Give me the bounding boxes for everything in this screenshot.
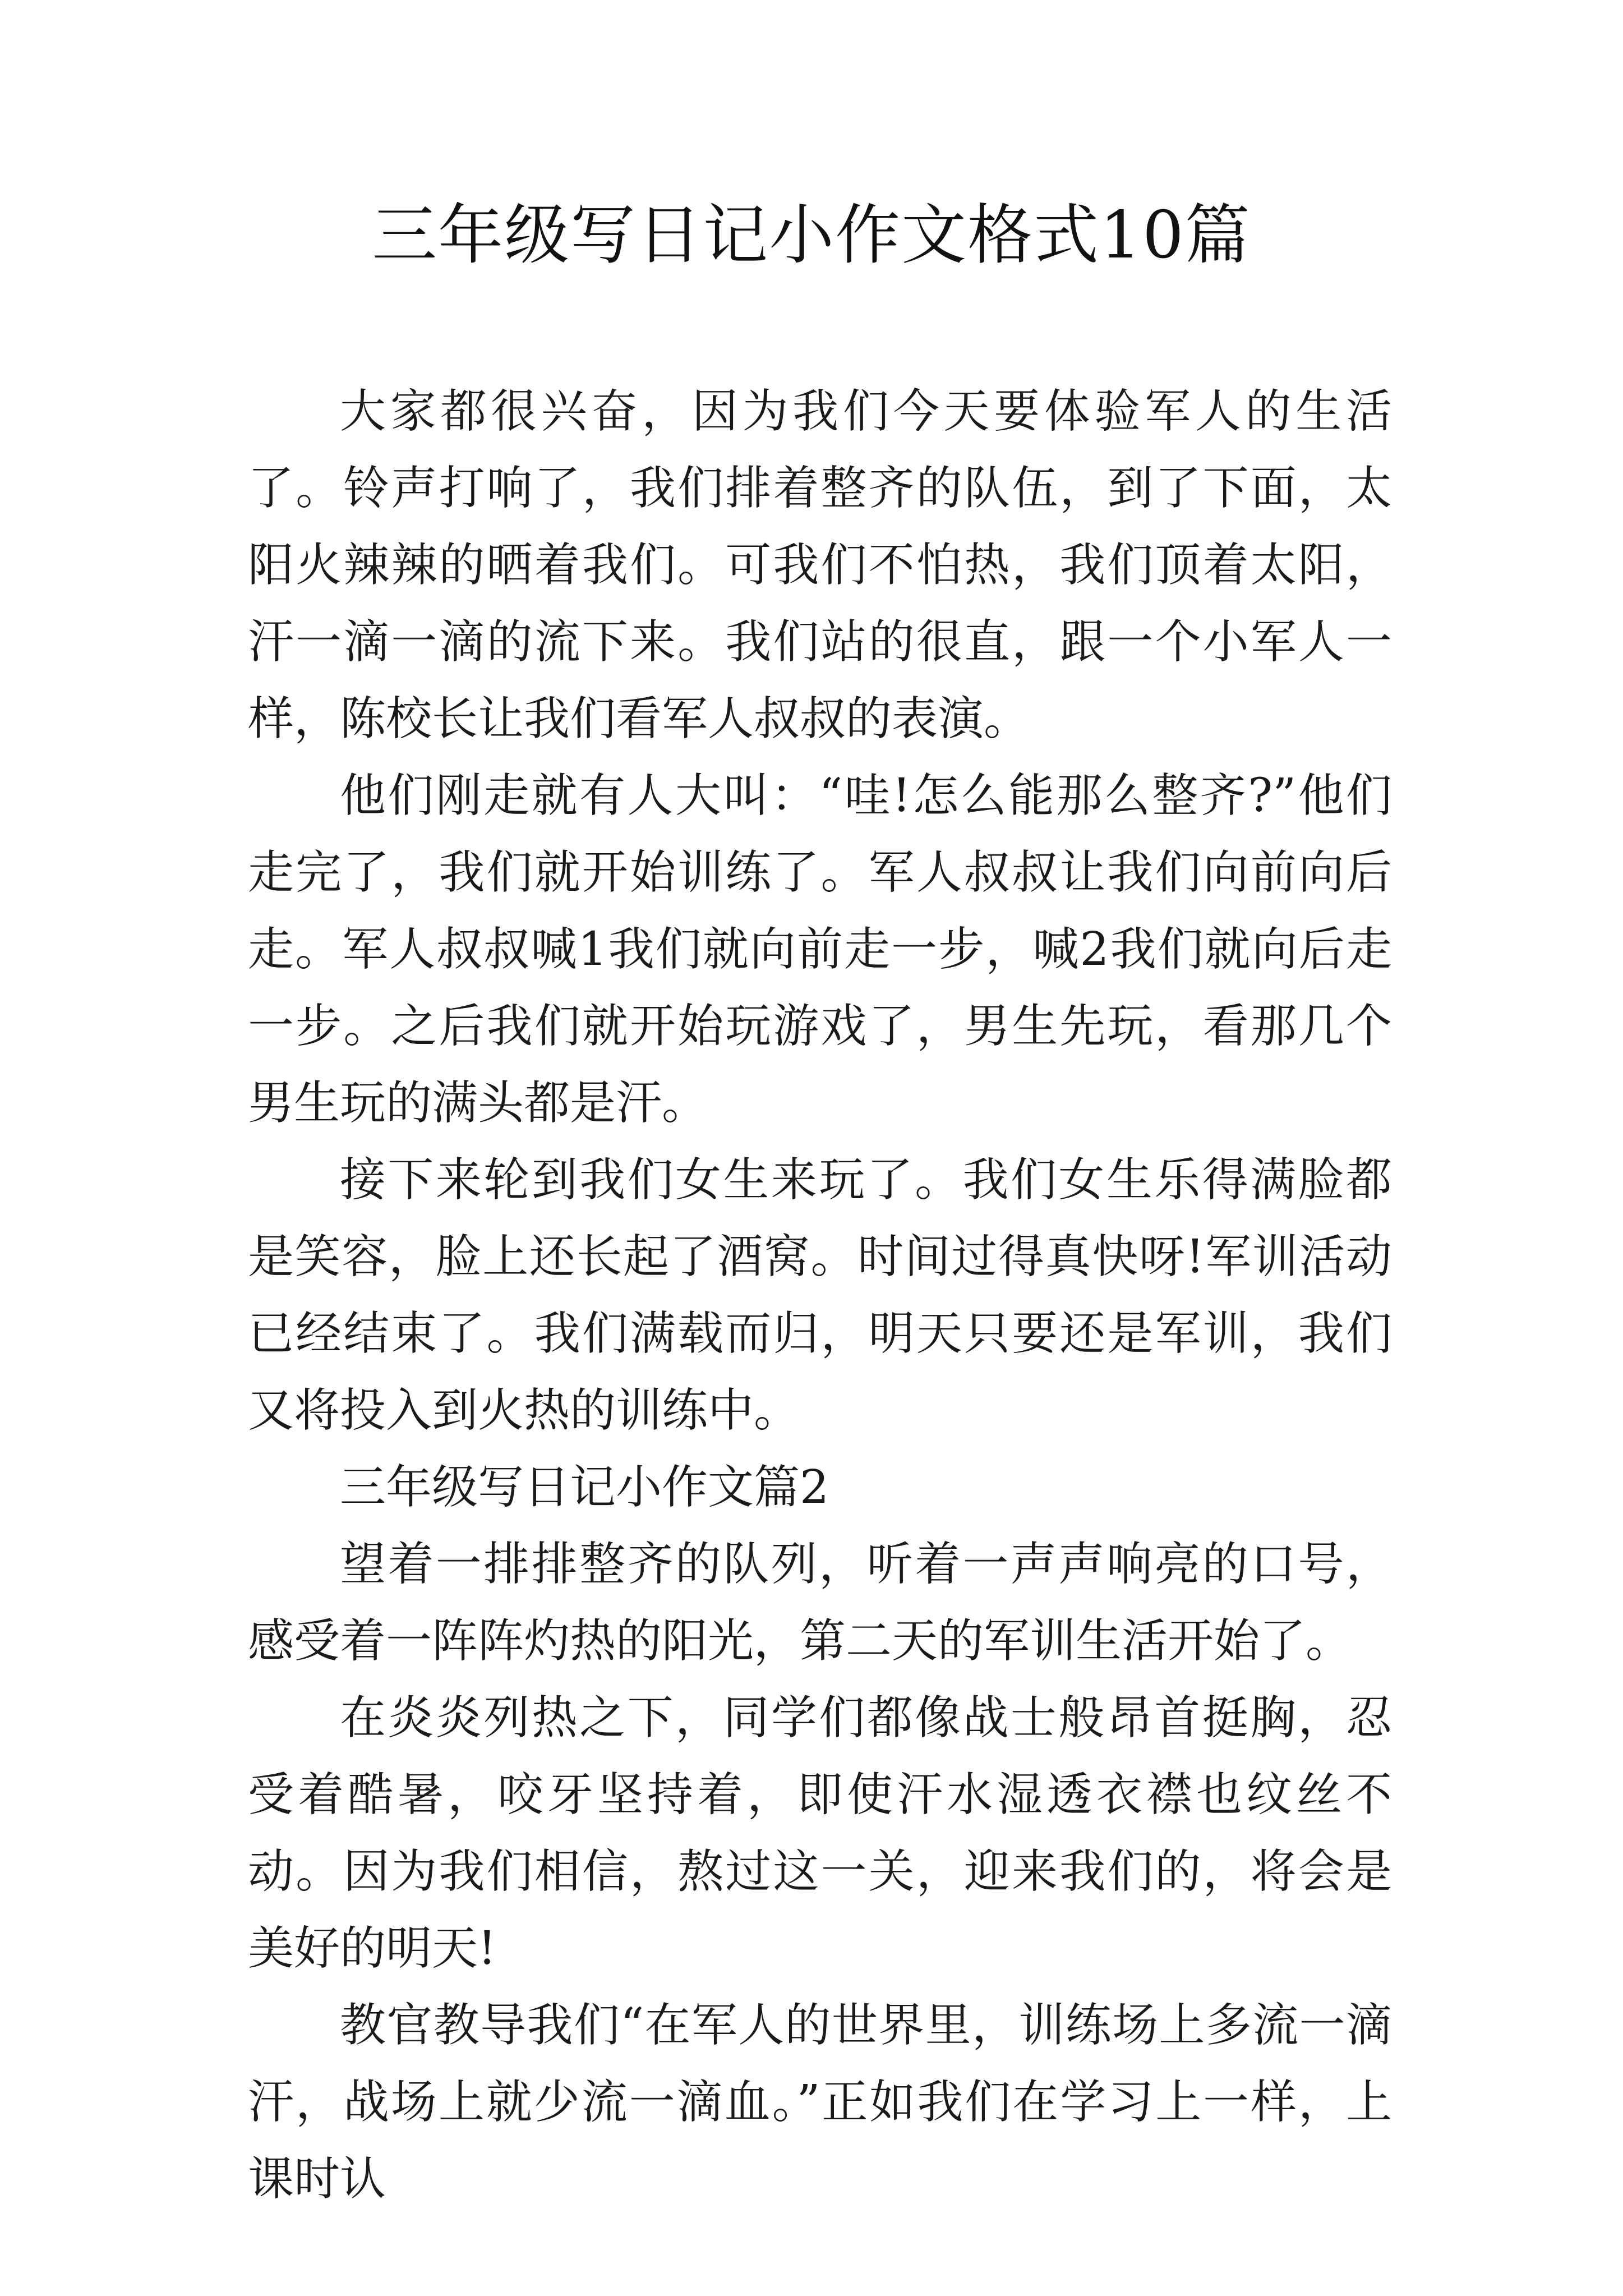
paragraph: 教官教导我们“在军人的世界里，训练场上多流一滴汗，战场上就少流一滴血。”正如我们在学习上一样，上课时认: [248, 1999, 1392, 2206]
paragraph: 大家都很兴奋，因为我们今天要体验军人的生活了。铃声打响了，我们排着整齐的队伍，到了下面，太阳火辣辣的晒着我们。可我们不怕热，我们顶着太阳，汗一滴一滴的流下来。我们站的很直，跟一个小军人一样，陈校长让我们看军人叔叔的表演。: [248, 385, 1392, 746]
document-body: [248, 373, 1392, 2217]
paragraph: 在炎炎列热之下，同学们都像战士般昂首挺胸，忍受着酷暑，咬牙坚持着，即使汗水湿透衣襟也纹丝不动。因为我们相信，熬过这一关，迎来我们的，将会是美好的明天!: [248, 1691, 1392, 1975]
section-heading: 三年级写日记小作文篇2: [340, 1461, 829, 1514]
document-title: 三年级写日记小作文格式10篇: [372, 197, 1251, 273]
paragraph: 他们刚走就有人大叫：“哇!怎么能那么整齐?”他们走完了，我们就开始训练了。军人叔叔让我们向前向后走。军人叔叔喊1我们就向前走一步，喊2我们就向后走一步。之后我们就开始玩游戏了，男生先玩，看那几个男生玩的满头都是汗。: [248, 769, 1392, 1130]
paragraph: 接下来轮到我们女生来玩了。我们女生乐得满脸都是笑容，脸上还长起了酒窝。时间过得真快呀!军训活动已经结束了。我们满载而归，明天只要还是军训，我们又将投入到火热的训练中。: [248, 1153, 1392, 1437]
paragraph: 望着一排排整齐的队列，听着一声声响亮的口号，感受着一阵阵灼热的阳光，第二天的军训生活开始了。: [248, 1538, 1392, 1668]
